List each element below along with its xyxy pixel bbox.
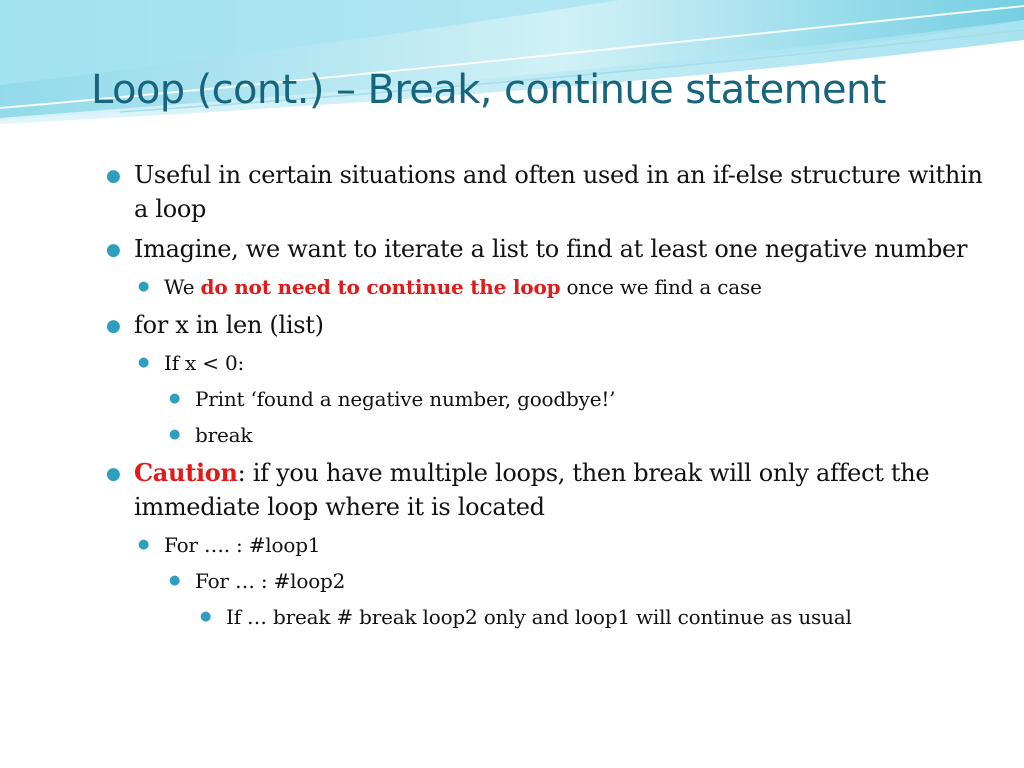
bullet-dot-icon: ● <box>138 279 150 294</box>
sub-sub-bullet-item <box>106 420 986 450</box>
bullet-dot-icon: ● <box>106 166 121 186</box>
bullet-text: Imagine, we want to iterate a list to find at least one negative number <box>134 235 968 263</box>
bullet-text: If … break # break loop2 only and loop1 will continue as usual <box>226 605 852 629</box>
bullet-text: For …. : #loop1 <box>164 533 321 557</box>
sub-bullet-item <box>106 272 986 302</box>
bullet-text-suffix: once we find a case <box>560 275 762 299</box>
sub-bullet-item <box>106 348 986 378</box>
slide-title: Loop (cont.) – Break, continue statement <box>91 67 886 113</box>
level4-bullet-item <box>106 602 986 632</box>
bullet-dot-icon: ● <box>138 537 150 552</box>
bullet-dot-icon: ● <box>106 240 121 260</box>
bullet-dot-icon: ● <box>106 464 121 484</box>
bullet-text: If x < 0: <box>164 351 245 375</box>
bullet-text-prefix: We <box>164 275 201 299</box>
bullet-item <box>106 158 986 226</box>
sub-sub-bullet-item <box>106 566 986 596</box>
highlighted-text: do not need to continue the loop <box>200 275 561 299</box>
bullet-item <box>106 456 986 524</box>
bullet-list <box>106 158 986 632</box>
bullet-item <box>106 308 986 342</box>
sub-sub-bullet-item <box>106 384 986 414</box>
bullet-text: break <box>195 423 253 447</box>
bullet-dot-icon: ● <box>169 573 181 588</box>
bullet-text: Useful in certain situations and often used in an if-else structure within a loop <box>134 161 983 223</box>
bullet-text: Print ‘found a negative number, goodbye!’ <box>195 387 616 411</box>
sub-bullet-item <box>106 530 986 560</box>
bullet-dot-icon: ● <box>169 391 181 406</box>
bullet-dot-icon: ● <box>200 609 212 624</box>
bullet-item <box>106 232 986 266</box>
bullet-text: for x in len (list) <box>134 311 324 339</box>
bullet-dot-icon: ● <box>138 355 150 370</box>
bullet-dot-icon: ● <box>169 427 181 442</box>
bullet-text-suffix: : if you have multiple loops, then break will only affect the immediate loop where it is located <box>134 459 930 521</box>
bullet-text: For … : #loop2 <box>195 569 346 593</box>
highlighted-text: Caution <box>134 458 238 487</box>
bullet-dot-icon: ● <box>106 316 121 336</box>
